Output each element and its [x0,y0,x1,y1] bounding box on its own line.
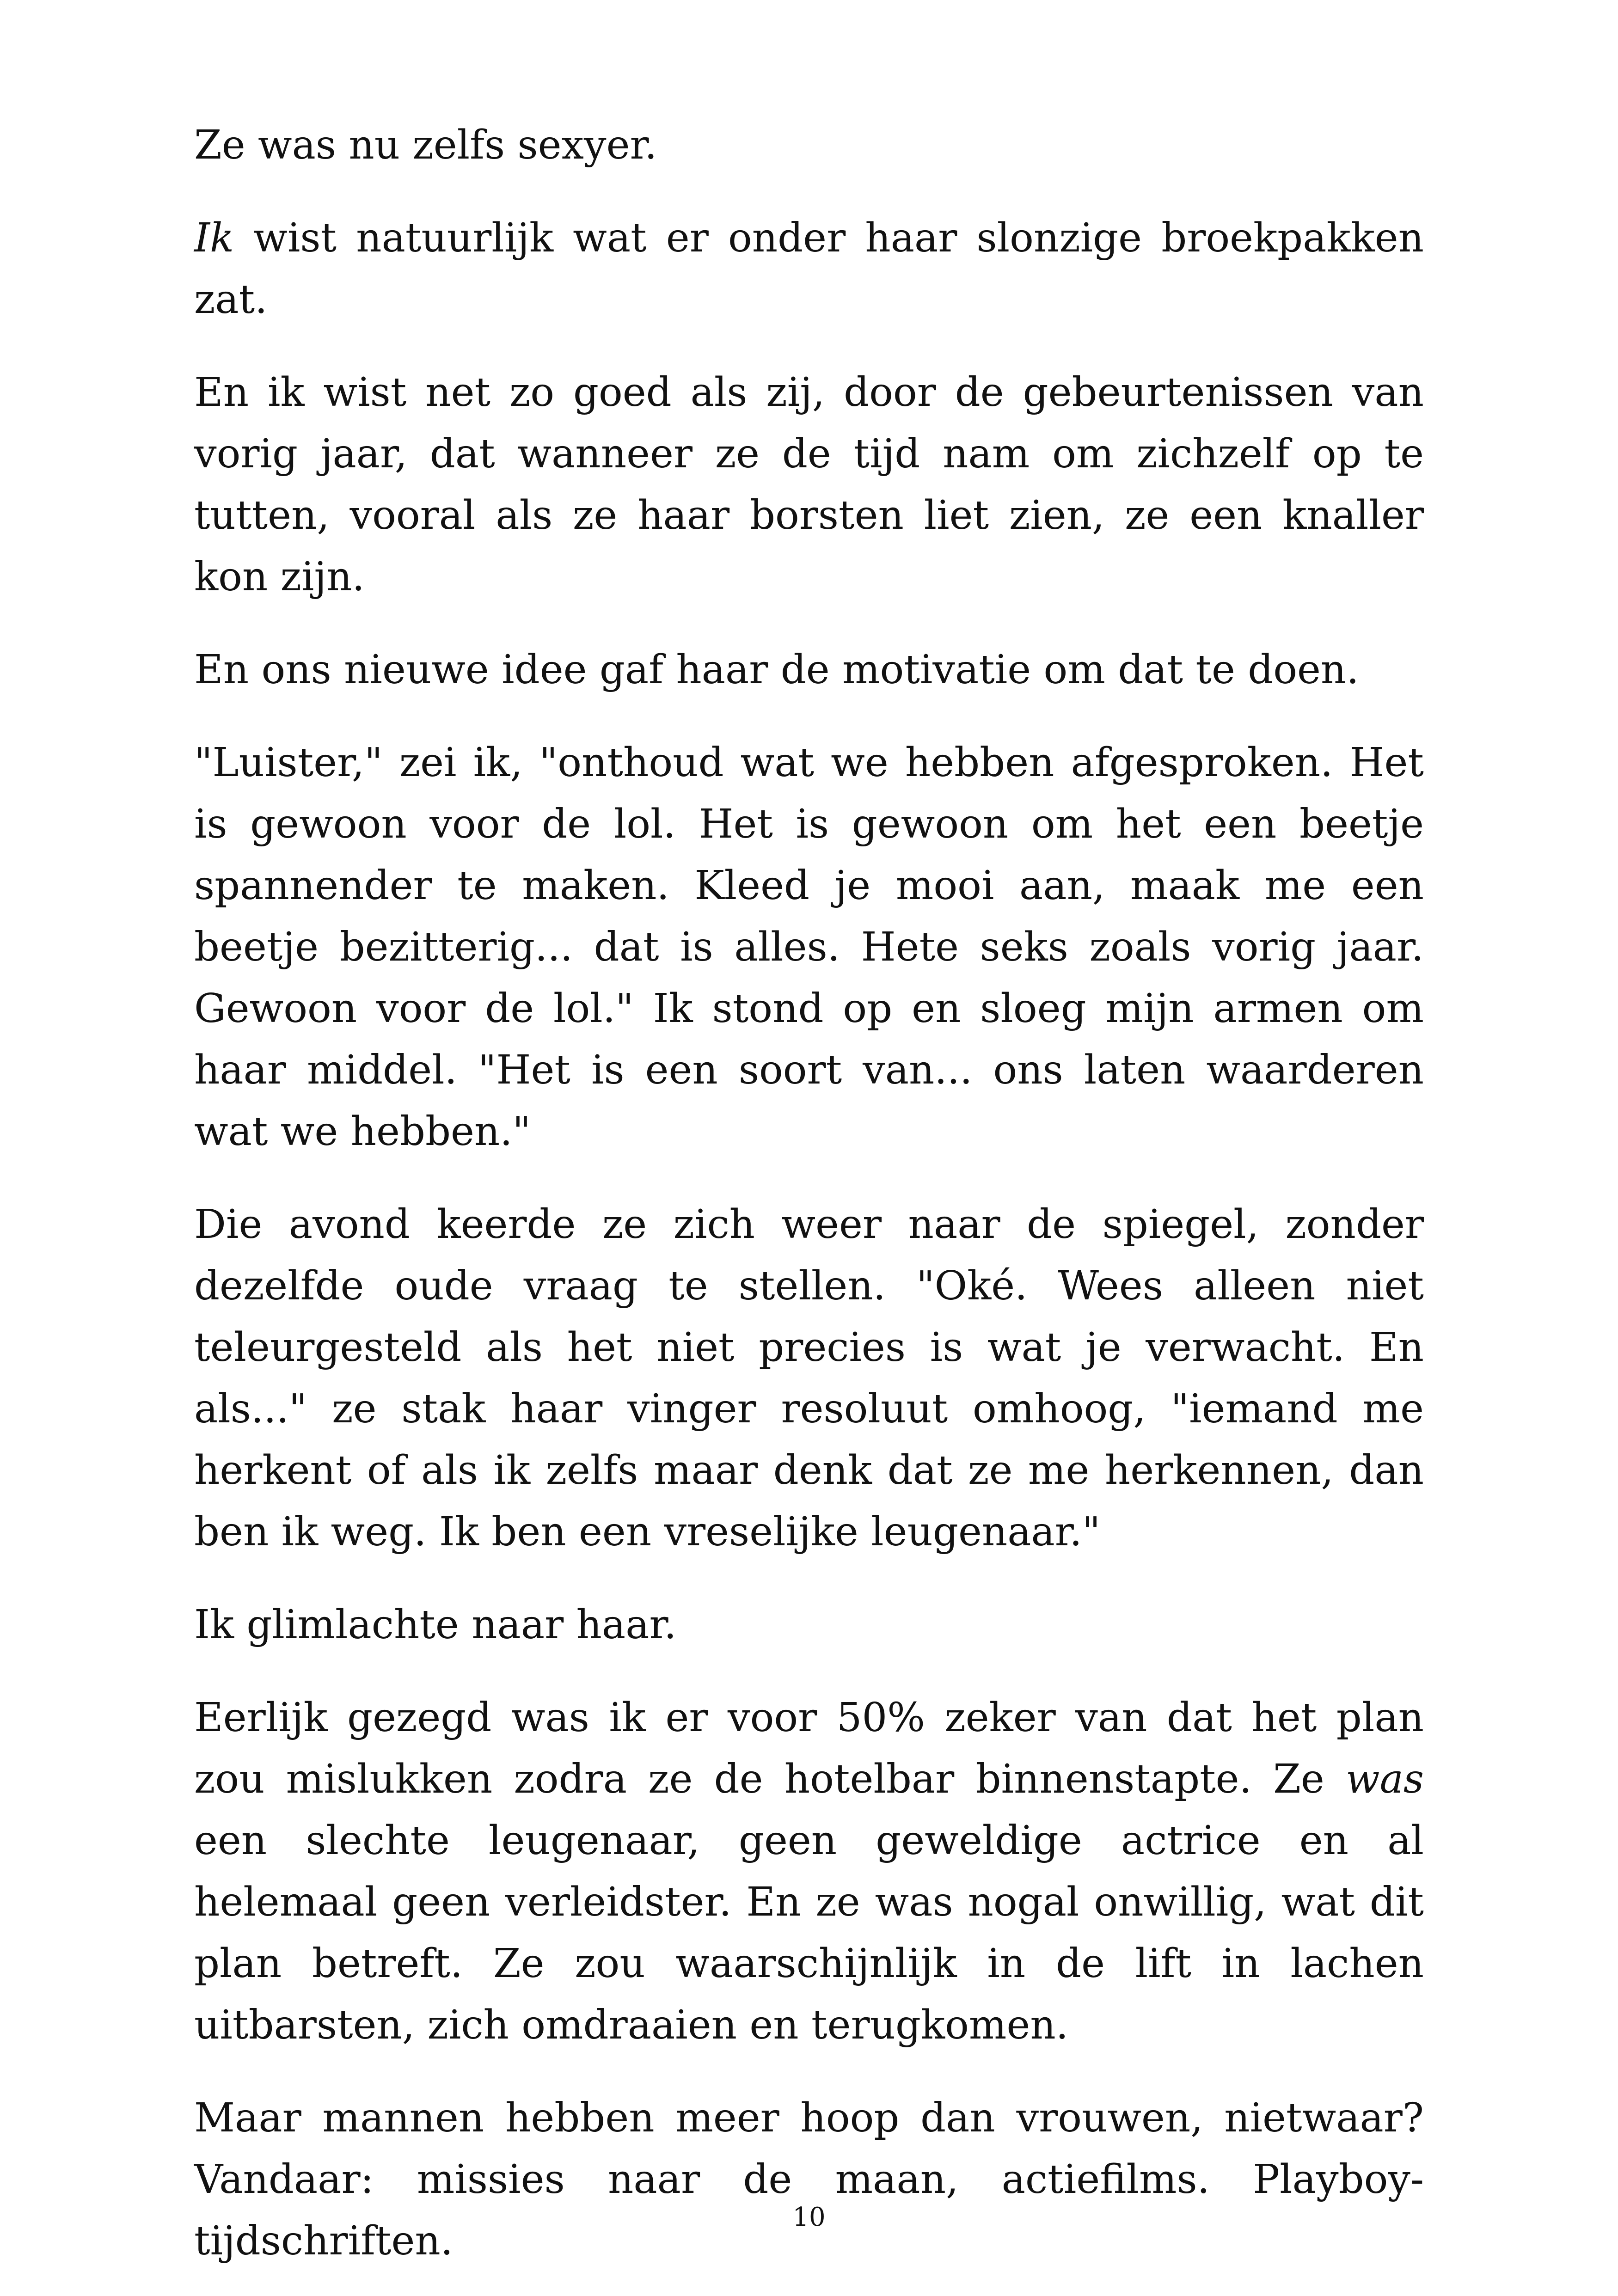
text-segment: En ons nieuwe idee gaf haar de motivatie om dat te doen. [194,647,1359,693]
italic-segment: was [1345,1756,1424,1802]
paragraph [194,1687,1424,2056]
text-segment: Eerlijk gezegd was ik er voor 50% zeker van dat het plan zou mislukken zodra ze de hotelbar binnenstapte. Ze [194,1695,1424,1802]
text-segment: Ik glimlachte naar haar. [194,1602,677,1648]
paragraph [194,1194,1424,1563]
text-segment: En ik wist net zo goed als zij, door de gebeurtenissen van vorig jaar, dat wanneer ze de tijd nam om zichzelf op te tutten, vooral als ze haar borsten liet zien, ze een knaller kon zijn. [194,369,1424,600]
page-number: 10 [792,2202,826,2232]
paragraph [194,2088,1424,2272]
body-text [194,115,1424,2272]
text-segment: Die avond keerde ze zich weer naar de spiegel, zonder dezelfde oude vraag te stellen. "Oké. Wees alleen niet teleurgesteld als het niet precies is wat je verwacht. En als..." ze stak haar vinger resoluut omhoog, "iemand me herkent of als ik zelfs maar denk dat ze me herkennen, dan ben ik weg. Ik ben een vreselijke leugenaar." [194,1201,1424,1555]
paragraph [194,732,1424,1163]
paragraph [194,639,1424,701]
text-segment: "Luister," zei ik, "onthoud wat we hebben afgesproken. Het is gewoon voor de lol. Het is gewoon om het een beetje spannender te maken. Kleed je mooi aan, maak me een beetje bezitterig... dat is alles. Hete seks zoals vorig jaar. Gewoon voor de lol." Ik stond op en sloeg mijn armen om haar middel. "Het is een soort van... ons laten waarderen wat we hebben." [194,740,1424,1155]
paragraph [194,208,1424,331]
paragraph [194,362,1424,608]
text-segment: Maar mannen hebben meer hoop dan vrouwen, nietwaar? Vandaar: missies naar de maan, actiefilms. Playboy-tijdschriften. [194,2095,1424,2264]
paragraph [194,1594,1424,1656]
italic-segment: Ik [194,215,234,261]
paragraph [194,115,1424,176]
text-segment: een slechte leugenaar, geen geweldige actrice en al helemaal geen verleidster. En ze was nogal onwillig, wat dit plan betreft. Ze zou waarschijnlijk in de lift in lachen uitbarsten, zich omdraaien en terugkomen. [194,1818,1424,2048]
text-segment: wist natuurlijk wat er onder haar slonzige broekpakken zat. [194,215,1424,323]
text-segment: Ze was nu zelfs sexyer. [194,122,657,168]
